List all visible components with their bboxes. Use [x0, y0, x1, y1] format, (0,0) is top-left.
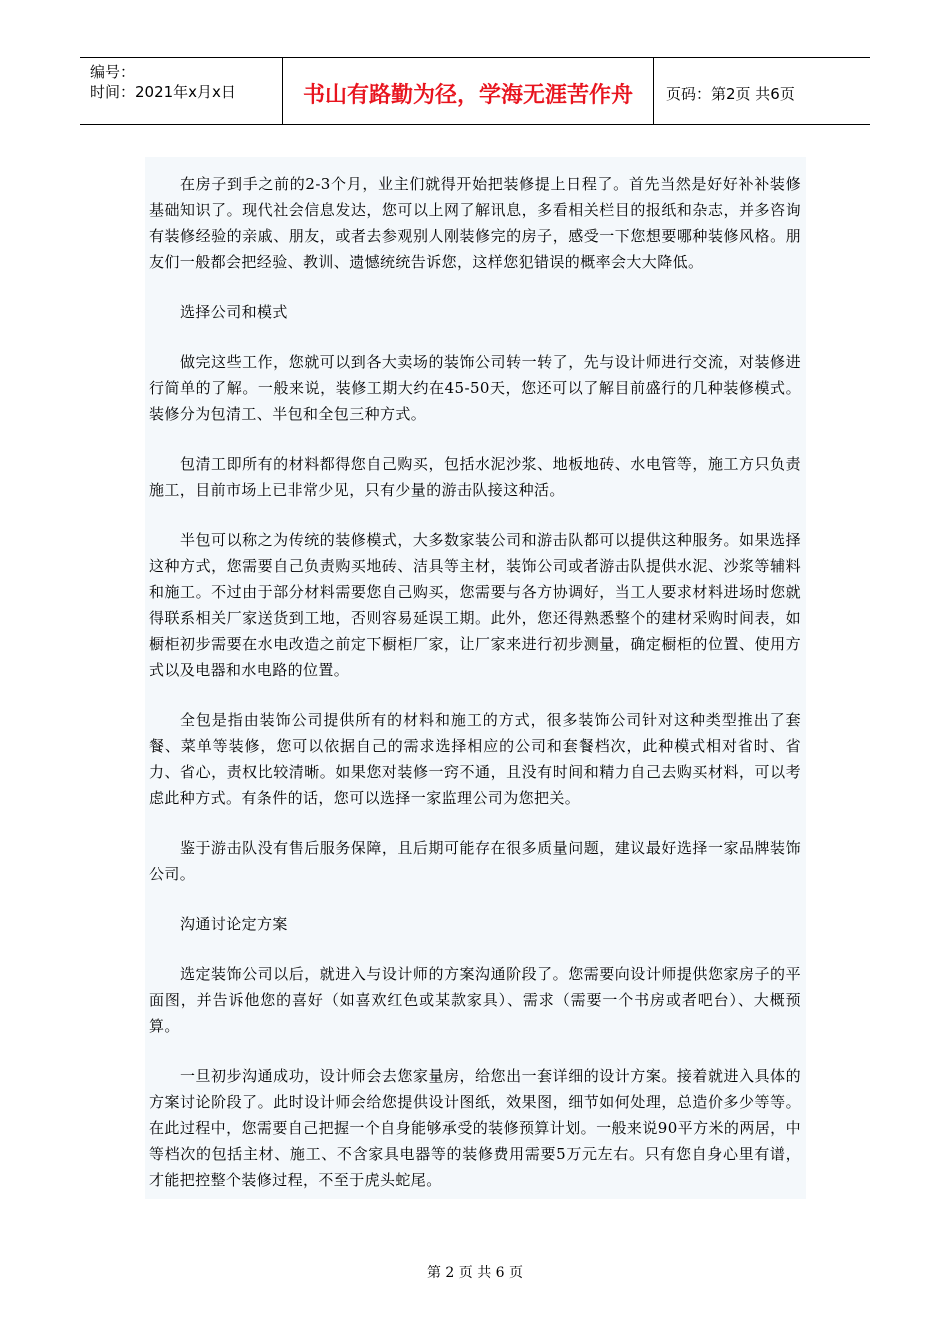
body-paragraph: 做完这些工作，您就可以到各大卖场的装饰公司转一转了，先与设计师进行交流，对装修进行简单的了解。一般来说，装修工期大约在45-50天，您还可以了解目前盛行的几种装修模式。装修分为包清工、半包和全包三种方式。 [149, 353, 801, 423]
body-paragraph: 半包可以称之为传统的装修模式，大多数家装公司和游击队都可以提供这种服务。如果选择这种方式，您需要自己负责购买地砖、洁具等主材，装饰公司或者游击队提供水泥、沙浆等辅料和施工。不过由于部分材料需要您自己购买，您需要与各方协调好，当工人要求材料进场时您就得联系相关厂家送货到工地，否则容易延误工期。此外，您还得熟悉整个的建材采购时间表，如橱柜初步需要在水电改造之前定下橱柜厂家，让厂家来进行初步测量，确定橱柜的位置、使用方式以及电器和水电路的位置。 [149, 531, 801, 679]
body-paragraph: 选定装饰公司以后，就进入与设计师的方案沟通阶段了。您需要向设计师提供您家房子的平面图，并告诉他您的喜好（如喜欢红色或某款家具）、需求（需要一个书房或者吧台）、大概预算。 [149, 965, 801, 1035]
page-footer: 第 2 页 共 6 页 [426, 1265, 524, 1281]
body-paragraph: 鉴于游击队没有售后服务保障，且后期可能存在很多质量问题，建议最好选择一家品牌装饰公司。 [149, 839, 801, 883]
header-page-info: 页码：第2页 共6页 [666, 84, 795, 103]
body-paragraph: 包清工即所有的材料都得您自己购买，包括水泥沙浆、地板地砖、水电管等，施工方只负责施工，目前市场上已非常少见，只有少量的游击队接这种活。 [149, 455, 801, 499]
body-paragraph: 在房子到手之前的2-3个月，业主们就得开始把装修提上日程了。首先当然是好好补补装修基础知识了。现代社会信息发达，您可以上网了解讯息，多看相关栏目的报纸和杂志，并多咨询有装修经验的亲戚、朋友，或者去参观别人刚装修完的房子，感受一下您想要哪种装修风格。朋友们一般都会把经验、教训、遗憾统统告诉您，这样您犯错误的概率会大大降低。 [149, 175, 801, 271]
header-meta-cell [80, 58, 283, 124]
page-header [80, 57, 870, 125]
body-paragraph: 全包是指由装饰公司提供所有的材料和施工的方式，很多装饰公司针对这种类型推出了套餐、菜单等装修，您可以依据自己的需求选择相应的公司和套餐档次，此种模式相对省时、省力、省心，责权比较清晰。如果您对装修一窍不通，且没有时间和精力自己去购买材料，可以考虑此种方式。有条件的话，您可以选择一家监理公司为您把关。 [149, 711, 801, 807]
body-paragraph: 一旦初步沟通成功，设计师会去您家量房，给您出一套详细的设计方案。接着就进入具体的方案讨论阶段了。此时设计师会给您提供设计图纸，效果图，细节如何处理，总造价多少等等。在此过程中，您需要自己把握一个自身能够承受的装修预算计划。一般来说90平方米的两居，中等档次的包括主材、施工、不含家具电器等的装修费用需要5万元左右。只有您自身心里有谱，才能把控整个装修过程，不至于虎头蛇尾。 [149, 1067, 801, 1189]
number-label: 编号： [90, 63, 136, 81]
header-motto: 书山有路勤为径，学海无涯苦作舟 [283, 58, 654, 124]
section-heading-discuss-plan: 沟通讨论定方案 [180, 915, 288, 933]
document-body [145, 157, 806, 1199]
date-label: 时间：2021年x月x日 [90, 83, 236, 101]
section-heading-choose-company: 选择公司和模式 [180, 303, 288, 321]
